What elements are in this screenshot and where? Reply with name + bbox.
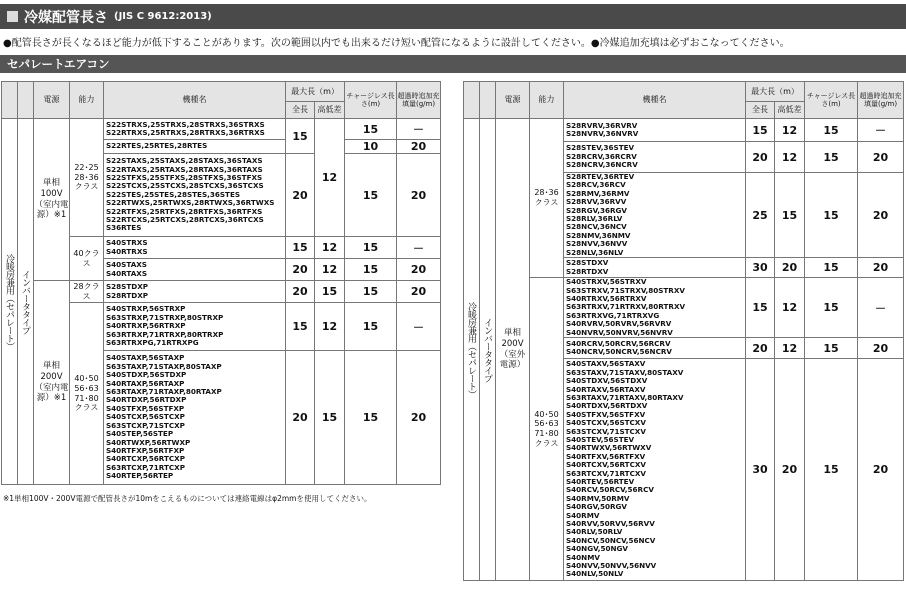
- height-cell: 20: [775, 359, 805, 581]
- type-cell: インバータタイプ: [480, 119, 496, 581]
- footnote: ※1単相100V・200V電源で配管長さが10mをこえるものについては連絡電線はφ2mmを使用してください。: [3, 494, 372, 503]
- col-capacity: 能力: [70, 82, 104, 119]
- col-power: 電源: [34, 82, 70, 119]
- model-cell: S28STEV,36STEV S28RCRV,36RCRV S28NCRV,36NCRV: [564, 142, 746, 173]
- height-cell: 12: [315, 237, 345, 259]
- total-cell: 20: [746, 338, 775, 359]
- col-capacity: 能力: [530, 82, 564, 119]
- capacity-cell: 28クラス: [70, 281, 104, 303]
- model-cell: S40STRXS S40RTRXS: [104, 237, 286, 259]
- total-cell: 25: [746, 173, 775, 258]
- corner-cell: [464, 82, 480, 119]
- extra-cell: 20: [397, 154, 441, 237]
- capacity-cell: 40クラス: [70, 237, 104, 281]
- charge-cell: 15: [345, 303, 397, 351]
- col-height: 高低差: [775, 102, 805, 119]
- charge-cell: 15: [805, 119, 858, 142]
- power-cell: 単相200V（室内電源）※1: [34, 281, 70, 485]
- height-cell: 12: [315, 259, 345, 281]
- total-cell: 15: [746, 119, 775, 142]
- col-extra-charge: 超過時追加充填量(g/m): [397, 82, 441, 119]
- height-cell: 12: [315, 119, 345, 237]
- charge-cell: 15: [345, 281, 397, 303]
- subsection-title: セパレートエアコン: [0, 55, 906, 73]
- model-cell: S22STAXS,25STAXS,28STAXS,36STAXS S22RTAXS,25RTAXS,28RTAXS,36RTAXS S22STFXS,25STFXS,28STFXS,36STFXS S22STCXS,25STCXS,28STCXS,36STCXS S22STES,25STES,28STES,36STES S22RTWXS,25RTWXS,28RTWXS,36RTWXS S22RTFXS,25RTFXS,28RTFXS,36RTFXS S22RTCXS,25RTCXS,28RTCXS,36RTCXS S36RTES: [104, 154, 286, 237]
- col-power: 電源: [496, 82, 530, 119]
- charge-cell: 15: [345, 351, 397, 485]
- extra-cell: －: [397, 237, 441, 259]
- model-cell: S22RTES,25RTES,28RTES: [104, 140, 286, 154]
- category-cell: 冷暖房兼用（セパレート）: [464, 119, 480, 581]
- corner-cell: [18, 82, 34, 119]
- total-cell: 15: [746, 278, 775, 338]
- col-height: 高低差: [315, 102, 345, 119]
- total-cell: 15: [286, 119, 315, 154]
- capacity-cell: 22･25 28･36 クラス: [70, 119, 104, 237]
- charge-cell: 15: [805, 278, 858, 338]
- extra-cell: 20: [397, 259, 441, 281]
- power-cell: 単相200V（室外電源）: [496, 119, 530, 581]
- col-max-length: 最大長（m）: [746, 82, 805, 102]
- col-charge-less: チャージレス長さ(m): [805, 82, 858, 119]
- height-cell: 12: [775, 278, 805, 338]
- total-cell: 20: [286, 259, 315, 281]
- model-cell: S28STDXP S28RTDXP: [104, 281, 286, 303]
- height-cell: 12: [775, 142, 805, 173]
- capacity-cell: 28･36 クラス: [530, 119, 564, 278]
- height-cell: 20: [775, 258, 805, 278]
- power-cell: 単相100V（室内電源）※1: [34, 119, 70, 281]
- model-cell: S28RVRV,36RVRV S28NVRV,36NVRV: [564, 119, 746, 142]
- charge-cell: 15: [805, 338, 858, 359]
- extra-cell: 20: [858, 258, 904, 278]
- col-max-length: 最大長（m）: [286, 82, 345, 102]
- notice-text: ●配管長さが長くなるほど能力が低下することがあります。次の範囲以内でも出来るだけ短い配管になるように設計してください。●冷媒追加充填は必ずおこなってください。: [3, 38, 790, 49]
- height-cell: 12: [775, 119, 805, 142]
- section-header: [0, 4, 906, 29]
- charge-cell: 15: [345, 237, 397, 259]
- col-model: 機種名: [564, 82, 746, 119]
- model-cell: S40STRXV,56STRXV S63STRXV,71STRXV,80STRXV S40RTRXV,56RTRXV S63RTRXV,71RTRXV,80RTRXV S63RTRXVG,71RTRXVG S40RVRV,50RVRV,56RVRV S40NVRV,50NVRV,56NVRV: [564, 278, 746, 338]
- square-icon: [7, 11, 18, 22]
- total-cell: 20: [286, 281, 315, 303]
- total-cell: 20: [286, 154, 315, 237]
- extra-cell: －: [397, 119, 441, 140]
- height-cell: 15: [775, 173, 805, 258]
- extra-cell: －: [858, 119, 904, 142]
- total-cell: 20: [746, 142, 775, 173]
- model-cell: S40STRXP,56STRXP S63STRXP,71STRXP,80STRXP S40RTRXP,56RTRXP S63RTRXP,71RTRXP,80RTRXP S63RTRXPG,71RTRXPG: [104, 303, 286, 351]
- extra-cell: 20: [397, 281, 441, 303]
- page-title: 冷媒配管長さ: [24, 9, 108, 26]
- model-cell: S40RCRV,50RCRV,56RCRV S40NCRV,50NCRV,56NCRV: [564, 338, 746, 359]
- capacity-cell: 40･50 56･63 71･80 クラス: [70, 303, 104, 485]
- right-table: [463, 81, 904, 581]
- model-cell: S22STRXS,25STRXS,28STRXS,36STRXS S22RTRXS,25RTRXS,28RTRXS,36RTRXS: [104, 119, 286, 140]
- charge-cell: 15: [345, 119, 397, 140]
- charge-cell: 15: [805, 142, 858, 173]
- type-cell: インバータタイプ: [18, 119, 34, 485]
- total-cell: 30: [746, 258, 775, 278]
- extra-cell: －: [397, 303, 441, 351]
- col-model: 機種名: [104, 82, 286, 119]
- col-total: 全長: [286, 102, 315, 119]
- extra-cell: 20: [397, 140, 441, 154]
- category-cell: 冷暖房兼用（セパレート）: [2, 119, 18, 485]
- extra-cell: 20: [858, 338, 904, 359]
- total-cell: 15: [286, 237, 315, 259]
- standard-label: (JIS C 9612:2013): [114, 11, 212, 22]
- model-cell: S40STAXV,56STAXV S63STAXV,71STAXV,80STAXV S40STDXV,56STDXV S40RTAXV,56RTAXV S63RTAXV,71RTAXV,80RTAXV S40RTDXV,56RTDXV S40STFXV,56STFXV S40STCXV,56STCXV S63STCXV,71STCXV S40STEV,56STEV S40RTWXV,56RTWXV S40RTFXV,56RTFXV S40RTCXV,56RTCXV S63RTCXV,71RTCXV S40RTEV,56RTEV S40RCV,50RCV,56RCV S40RMV,50RMV S40RGV,50RGV S40RMV S40RVV,50RVV,56RVV S40RLV,50RLV S40NCV,50NCV,56NCV S40NGV,50NGV S40NMV S40NVV,50NVV,56NVV S40NLV,50NLV: [564, 359, 746, 581]
- col-charge-less: チャージレス長さ(m): [345, 82, 397, 119]
- height-cell: 15: [315, 281, 345, 303]
- corner-cell: [2, 82, 18, 119]
- total-cell: 15: [286, 303, 315, 351]
- charge-cell: 10: [345, 140, 397, 154]
- charge-cell: 15: [345, 259, 397, 281]
- total-cell: 20: [286, 351, 315, 485]
- charge-cell: 15: [805, 359, 858, 581]
- model-cell: S28STDXV S28RTDXV: [564, 258, 746, 278]
- model-cell: S28RTEV,36RTEV S28RCV,36RCV S28RMV,36RMV S28RVV,36RVV S28RGV,36RGV S28RLV,36RLV S28NCV,36NCV S28NMV,36NMV S28NVV,36NVV S28NLV,36NLV: [564, 173, 746, 258]
- height-cell: 15: [315, 351, 345, 485]
- extra-cell: 20: [858, 173, 904, 258]
- left-table: [1, 81, 441, 485]
- extra-cell: －: [858, 278, 904, 338]
- height-cell: 12: [315, 303, 345, 351]
- charge-cell: 15: [345, 154, 397, 237]
- col-total: 全長: [746, 102, 775, 119]
- height-cell: 12: [775, 338, 805, 359]
- extra-cell: 20: [858, 359, 904, 581]
- total-cell: 30: [746, 359, 775, 581]
- charge-cell: 15: [805, 173, 858, 258]
- model-cell: S40STAXS S40RTAXS: [104, 259, 286, 281]
- extra-cell: 20: [397, 351, 441, 485]
- charge-cell: 15: [805, 258, 858, 278]
- capacity-cell: 40･50 56･63 71･80 クラス: [530, 278, 564, 581]
- col-extra-charge: 超過時追加充填量(g/m): [858, 82, 904, 119]
- model-cell: S40STAXP,56STAXP S63STAXP,71STAXP,80STAXP S40STDXP,56STDXP S40RTAXP,56RTAXP S63RTAXP,71RTAXP,80RTAXP S40RTDXP,56RTDXP S40STFXP,56STFXP S40STCXP,56STCXP S63STCXP,71STCXP S40STEP,56STEP S40RTWXP,56RTWXP S40RTFXP,56RTFXP S40RTCXP,56RTCXP S63RTCXP,71RTCXP S40RTEP,56RTEP: [104, 351, 286, 485]
- corner-cell: [480, 82, 496, 119]
- extra-cell: 20: [858, 142, 904, 173]
